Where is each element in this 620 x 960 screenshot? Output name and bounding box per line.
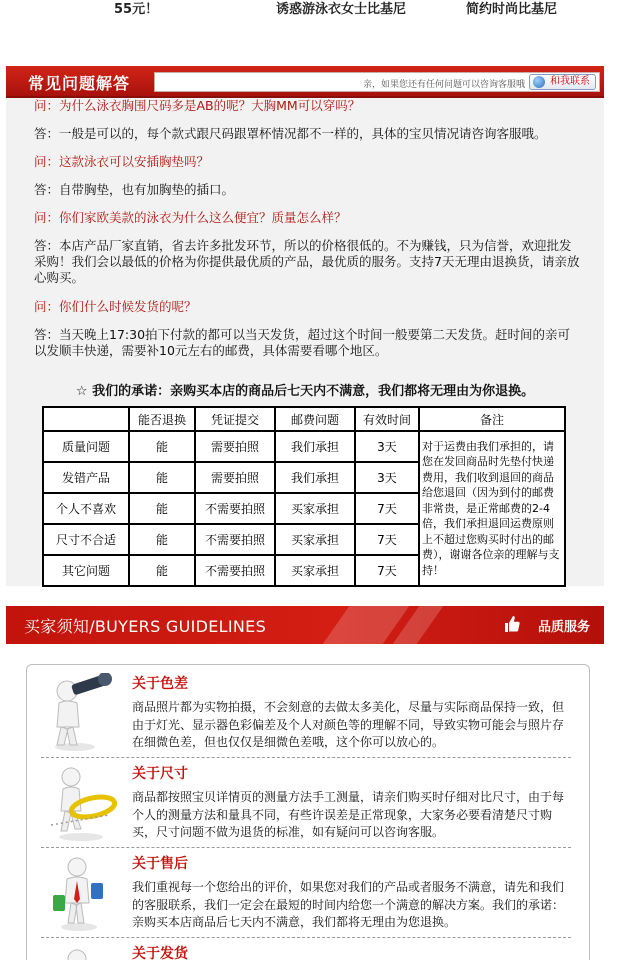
faq-item xyxy=(34,210,582,286)
table-header-row xyxy=(43,407,565,431)
faq-title: 常见问题解答 xyxy=(28,74,131,93)
return-policy-table xyxy=(42,406,566,587)
guide-text: 商品照片都为实物拍摄，不会刻意的去做太多美化，尽量与实际商品保持一致，但由于灯光、显示器色彩偏差及个人对颜色等的理解不同，导致实物可能会与照片存在细微色差，但也仅仅是细微色差哦，这个你可以放心的。 xyxy=(132,700,565,749)
top-caption-item1[interactable]: 诱惑游泳衣女士比基尼 xyxy=(276,2,407,17)
quality-service-label: 品质服务 xyxy=(537,620,590,635)
guide-title: 关于售后 xyxy=(132,856,188,872)
table-cell: 7天 xyxy=(355,493,419,524)
table-cell: 不需要拍照 xyxy=(195,493,275,524)
table-cell: 能 xyxy=(129,524,195,555)
table-cell: 买家承担 xyxy=(275,493,355,524)
top-caption-item2[interactable]: 简约时尚比基尼 xyxy=(466,2,558,17)
faq-answer: 答：自带胸垫，也有加胸垫的插口。 xyxy=(34,182,235,197)
faq-header xyxy=(6,66,604,98)
table-cell: 不需要拍照 xyxy=(195,555,275,586)
table-cell: 能 xyxy=(129,462,195,493)
table-cell: 发错产品 xyxy=(43,462,129,493)
faq-strip-text: 亲，如果您还有任何问题可以咨询客服哦 xyxy=(362,80,525,90)
table-row xyxy=(43,431,565,462)
table-header: 备注 xyxy=(419,407,565,431)
table-header: 凭证提交 xyxy=(195,407,275,431)
table-cell: 其它问题 xyxy=(43,555,129,586)
table-cell: 我们承担 xyxy=(275,431,355,462)
table-cell: 7天 xyxy=(355,524,419,555)
table-header: 有效时间 xyxy=(355,407,419,431)
telescope-figure-icon xyxy=(41,673,121,753)
table-note: 对于运费由我们承担的，请您在发回商品时先垫付快递费用，我们收到退回的商品给您退回（因为到付的邮费非常贵，是正常邮费的2-4倍，我们承担退回运费原则上不超过您购买时付出的邮费），谢谢各位亲的理解与支持！ xyxy=(419,431,565,586)
table-cell: 个人不喜欢 xyxy=(43,493,129,524)
table-cell: 我们承担 xyxy=(275,462,355,493)
buyers-guidelines-title: 买家须知/BUYERS GUIDELINES xyxy=(24,617,267,636)
faq-answer: 答：一般是可以的，每个款式跟尺码跟罩杯情况都不一样的，具体的宝贝情况请咨询客服哦。 xyxy=(34,126,547,141)
shopping-figure-icon xyxy=(41,853,121,933)
guide-text: 商品都按照宝贝详情页的测量方法手工测量，请亲们购买时仔细对比尺寸，由于每个人的测量方法和量具不同，有些许误差是正常现象，大家务必要看清楚尺寸购买，尺寸问题不做为退货的标准，如有疑问可以咨询客服。 xyxy=(132,790,565,839)
faq-contact-strip xyxy=(154,72,600,92)
contact-button-label: 和我联系 xyxy=(550,76,590,87)
guide-divider xyxy=(41,937,571,938)
thumbs-up-icon xyxy=(504,615,520,633)
faq-answer: 答：当天晚上17:30拍下付款的都可以当天发货，超过这个时间一般要第二天发货。赶时间的亲可以发顺丰快递，需要补10元左右的邮费，具体需要看哪个地区。 xyxy=(34,327,571,358)
guide-title: 关于尺寸 xyxy=(132,766,188,782)
table-cell: 不需要拍照 xyxy=(195,524,275,555)
guidelines-box xyxy=(26,664,590,960)
contact-button[interactable] xyxy=(529,74,596,90)
guide-item-size xyxy=(41,763,577,847)
faq-item xyxy=(34,299,582,359)
faq-item xyxy=(34,154,582,198)
table-cell: 买家承担 xyxy=(275,555,355,586)
table-cell: 买家承担 xyxy=(275,524,355,555)
table-cell: 能 xyxy=(129,431,195,462)
table-cell: 需要拍照 xyxy=(195,462,275,493)
faq-section xyxy=(6,66,604,586)
table-cell: 能 xyxy=(129,493,195,524)
guide-text: 我们重视每一个您给出的评价，如果您对我们的产品或者服务不满意，请先和我们的客服联系，我们一定会在最短的时间内给您一个满意的解决方案。我们的承诺：亲购买本店商品后七天内不满意，我们都将无理由为您退换。 xyxy=(132,880,565,929)
guide-title: 关于色差 xyxy=(132,676,188,692)
guide-divider xyxy=(41,847,571,848)
faq-answer: 答：本店产品厂家直销，省去许多批发环节，所以的价格很低的。不为赚钱，只为信誉，欢迎批发采购！我们会以最低的价格为你提供最优质的产品，最优质的服务。支持7天无理由退换货，请亲放心购买。 xyxy=(34,238,580,285)
chat-icon xyxy=(533,76,545,88)
table-header xyxy=(43,407,129,431)
return-promise: ☆ 我们的承诺：亲购买本店的商品后七天内不满意，我们都将无理由为你退换。 xyxy=(75,384,535,399)
table-cell: 尺寸不合适 xyxy=(43,524,129,555)
table-cell: 3天 xyxy=(355,462,419,493)
guide-divider xyxy=(41,757,571,758)
table-header: 能否退换 xyxy=(129,407,195,431)
table-cell: 7天 xyxy=(355,555,419,586)
guide-item-shipping xyxy=(41,943,577,960)
table-cell: 质量问题 xyxy=(43,431,129,462)
table-cell: 能 xyxy=(129,555,195,586)
faq-question: 问：为什么泳衣胸围尺码多是AB的呢？大胸MM可以穿吗？ xyxy=(34,98,361,113)
table-header: 邮费问题 xyxy=(275,407,355,431)
table-cell: 3天 xyxy=(355,431,419,462)
guide-title: 关于发货 xyxy=(132,946,188,960)
table-cell: 需要拍照 xyxy=(195,431,275,462)
measuring-tape-figure-icon xyxy=(41,763,121,843)
guide-item-color xyxy=(41,673,577,757)
shipping-figure-icon xyxy=(41,943,121,960)
faq-question: 问：这款泳衣可以安插胸垫吗？ xyxy=(34,154,210,169)
buyers-guidelines-banner xyxy=(6,606,604,644)
faq-question: 问：你们什么时候发货的呢？ xyxy=(34,299,197,314)
top-captions xyxy=(0,0,620,20)
guide-item-after-sales xyxy=(41,853,577,937)
faq-item xyxy=(34,98,582,142)
top-caption-price: 55元！ xyxy=(114,2,159,17)
faq-question: 问：你们家欧美款的泳衣为什么这么便宜？质量怎么样？ xyxy=(34,210,347,225)
